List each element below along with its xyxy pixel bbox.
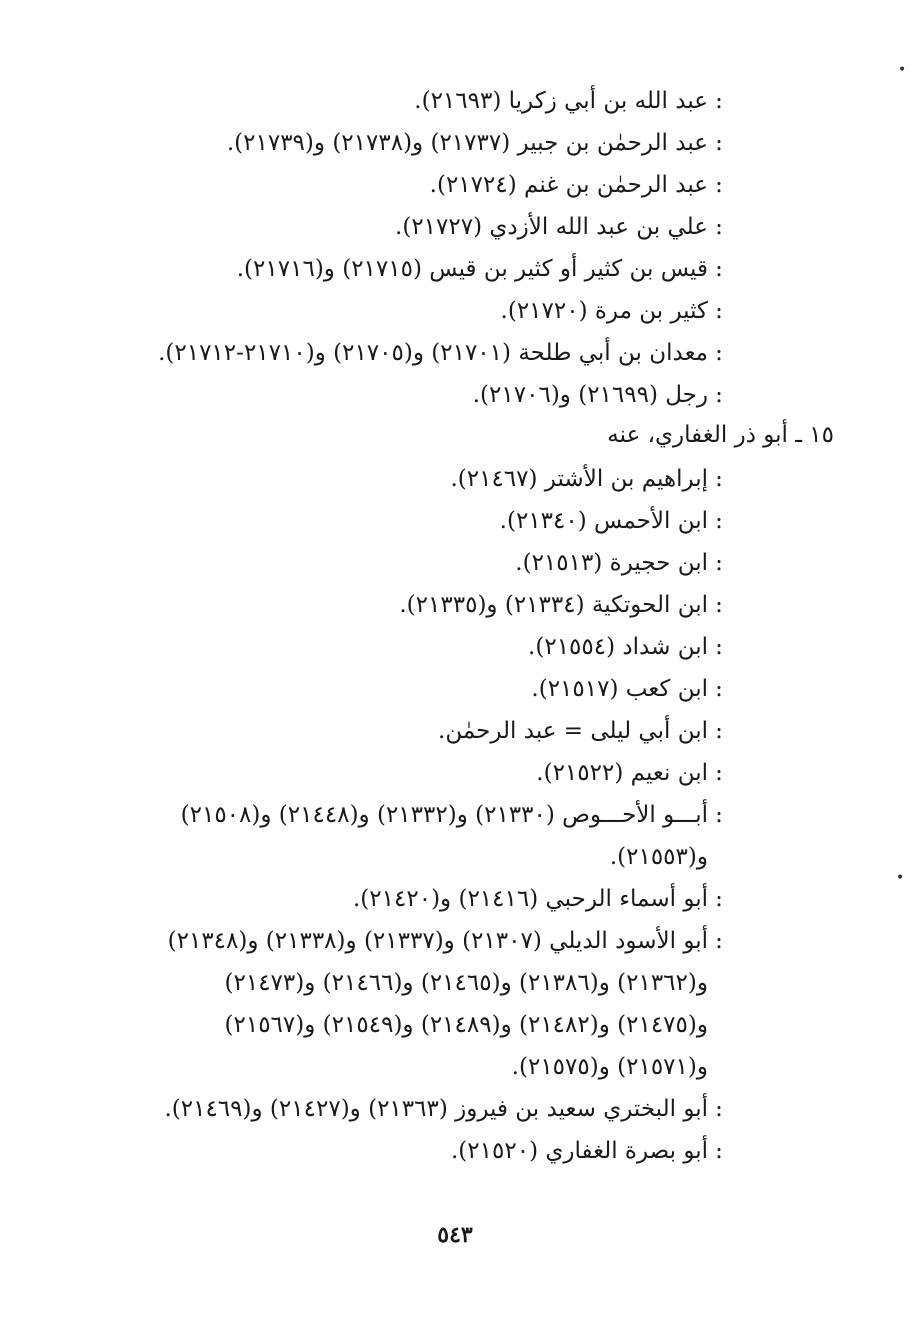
index-entry [30,710,730,752]
entry-colon: : [715,928,723,954]
entry-text: ابن الحوتكية (٢١٣٣٤) و(٢١٣٣٥). [399,592,708,618]
entry-text: و(٢١٥٧١) و(٢١٥٧٥). [511,1054,708,1080]
entry-colon: : [715,508,723,534]
entry-text: أبو البختري سعيد بن فيروز (٢١٣٦٣) و(٢١٤٢٧) و(٢١٤٦٩). [164,1096,708,1122]
entry-colon: : [715,592,723,618]
index-entry-continuation [30,962,730,1004]
entry-text: أبو أسماء الرحبي (٢١٤١٦) و(٢١٤٢٠). [352,886,708,912]
index-entry [30,80,730,122]
index-entry [30,794,730,836]
entry-text: ابن نعيم (٢١٥٢٢). [536,760,708,786]
entry-colon: : [715,214,723,240]
index-entry [30,752,730,794]
entry-text: ابن حجيرة (٢١٥١٣). [515,550,708,576]
index-entry [30,626,730,668]
entry-colon: : [715,676,723,702]
entries-top [30,80,730,416]
index-entry [30,500,730,542]
entry-colon: : [715,466,723,492]
entry-text: و(٢١٥٥٣). [609,844,708,870]
index-entry [30,584,730,626]
index-entry-continuation [30,836,730,878]
index-entry-continuation [30,1004,730,1046]
index-entry [30,878,730,920]
entry-colon: : [715,760,723,786]
index-entry [30,332,730,374]
entry-text: أبو بصرة الغفاري (٢١٥٢٠). [451,1138,708,1164]
index-entry [30,122,730,164]
entry-colon: : [715,634,723,660]
index-entry [30,206,730,248]
entry-colon: : [715,802,723,828]
entry-text: أبو الأسود الديلي (٢١٣٠٧) و(٢١٣٣٧) و(٢١٣٣٨) و(٢١٣٤٨) [167,928,708,954]
margin-mark: • [898,62,907,78]
entry-text: عبد الرحمٰن بن غنم (٢١٧٢٤). [429,172,708,198]
entry-colon: : [715,886,723,912]
index-entry [30,668,730,710]
entry-colon: : [715,718,723,744]
entry-colon: : [715,550,723,576]
entry-text: علي بن عبد الله الأزدي (٢١٧٢٧). [395,214,708,240]
entry-text: ابن كعب (٢١٥١٧). [531,676,708,702]
index-entry [30,542,730,584]
index-entry [30,1088,730,1130]
index-entry [30,458,730,500]
entry-colon: : [715,172,723,198]
index-entry [30,290,730,332]
entries-bottom [30,458,730,1172]
index-entry [30,248,730,290]
entry-text: ابن الأحمس (٢١٣٤٠). [499,508,708,534]
entry-text: معدان بن أبي طلحة (٢١٧٠١) و(٢١٧٠٥) و(٢١٧١٠-٢١٧١٢). [158,340,708,366]
entry-text: ابن شداد (٢١٥٥٤). [528,634,708,660]
entry-text: إبراهيم بن الأشتر (٢١٤٦٧). [450,466,708,492]
index-entry [30,920,730,962]
section-heading: ١٥ ـ أبو ذر الغفاري، عنه [607,422,834,448]
index-entry [30,374,730,416]
entry-text: رجل (٢١٦٩٩) و(٢١٧٠٦). [472,382,708,408]
entry-colon: : [715,256,723,282]
entry-text: أبـــو الأحـــوص (٢١٣٣٠) و(٢١٣٣٢) و(٢١٤٤٨) و(٢١٥٠٨) [180,802,708,828]
index-entry-continuation [30,1046,730,1088]
entry-colon: : [715,382,723,408]
entry-text: و(٢١٣٦٢) و(٢١٣٨٦) و(٢١٤٦٥) و(٢١٤٦٦) و(٢١٤٧٣) [224,970,708,996]
entry-text: ابن أبي ليلى = عبد الرحمٰن. [438,718,708,744]
index-entry [30,164,730,206]
page-number: ٥٤٣ [437,1222,473,1248]
margin-mark: • [896,870,905,886]
entry-text: كثير بن مرة (٢١٧٢٠). [500,298,708,324]
entry-colon: : [715,298,723,324]
entry-colon: : [715,1138,723,1164]
entry-colon: : [715,130,723,156]
entry-text: و(٢١٤٧٥) و(٢١٤٨٢) و(٢١٤٨٩) و(٢١٥٤٩) و(٢١٥٦٧) [224,1012,708,1038]
entry-text: عبد الرحمٰن بن جبير (٢١٧٣٧) و(٢١٧٣٨) و(٢١٧٣٩). [226,130,708,156]
index-entry [30,1130,730,1172]
entry-text: قيس بن كثير أو كثير بن قيس (٢١٧١٥) و(٢١٧١٦). [236,256,708,282]
entry-colon: : [715,340,723,366]
entry-colon: : [715,88,723,114]
entry-text: عبد الله بن أبي زكريا (٢١٦٩٣). [414,88,708,114]
entry-colon: : [715,1096,723,1122]
